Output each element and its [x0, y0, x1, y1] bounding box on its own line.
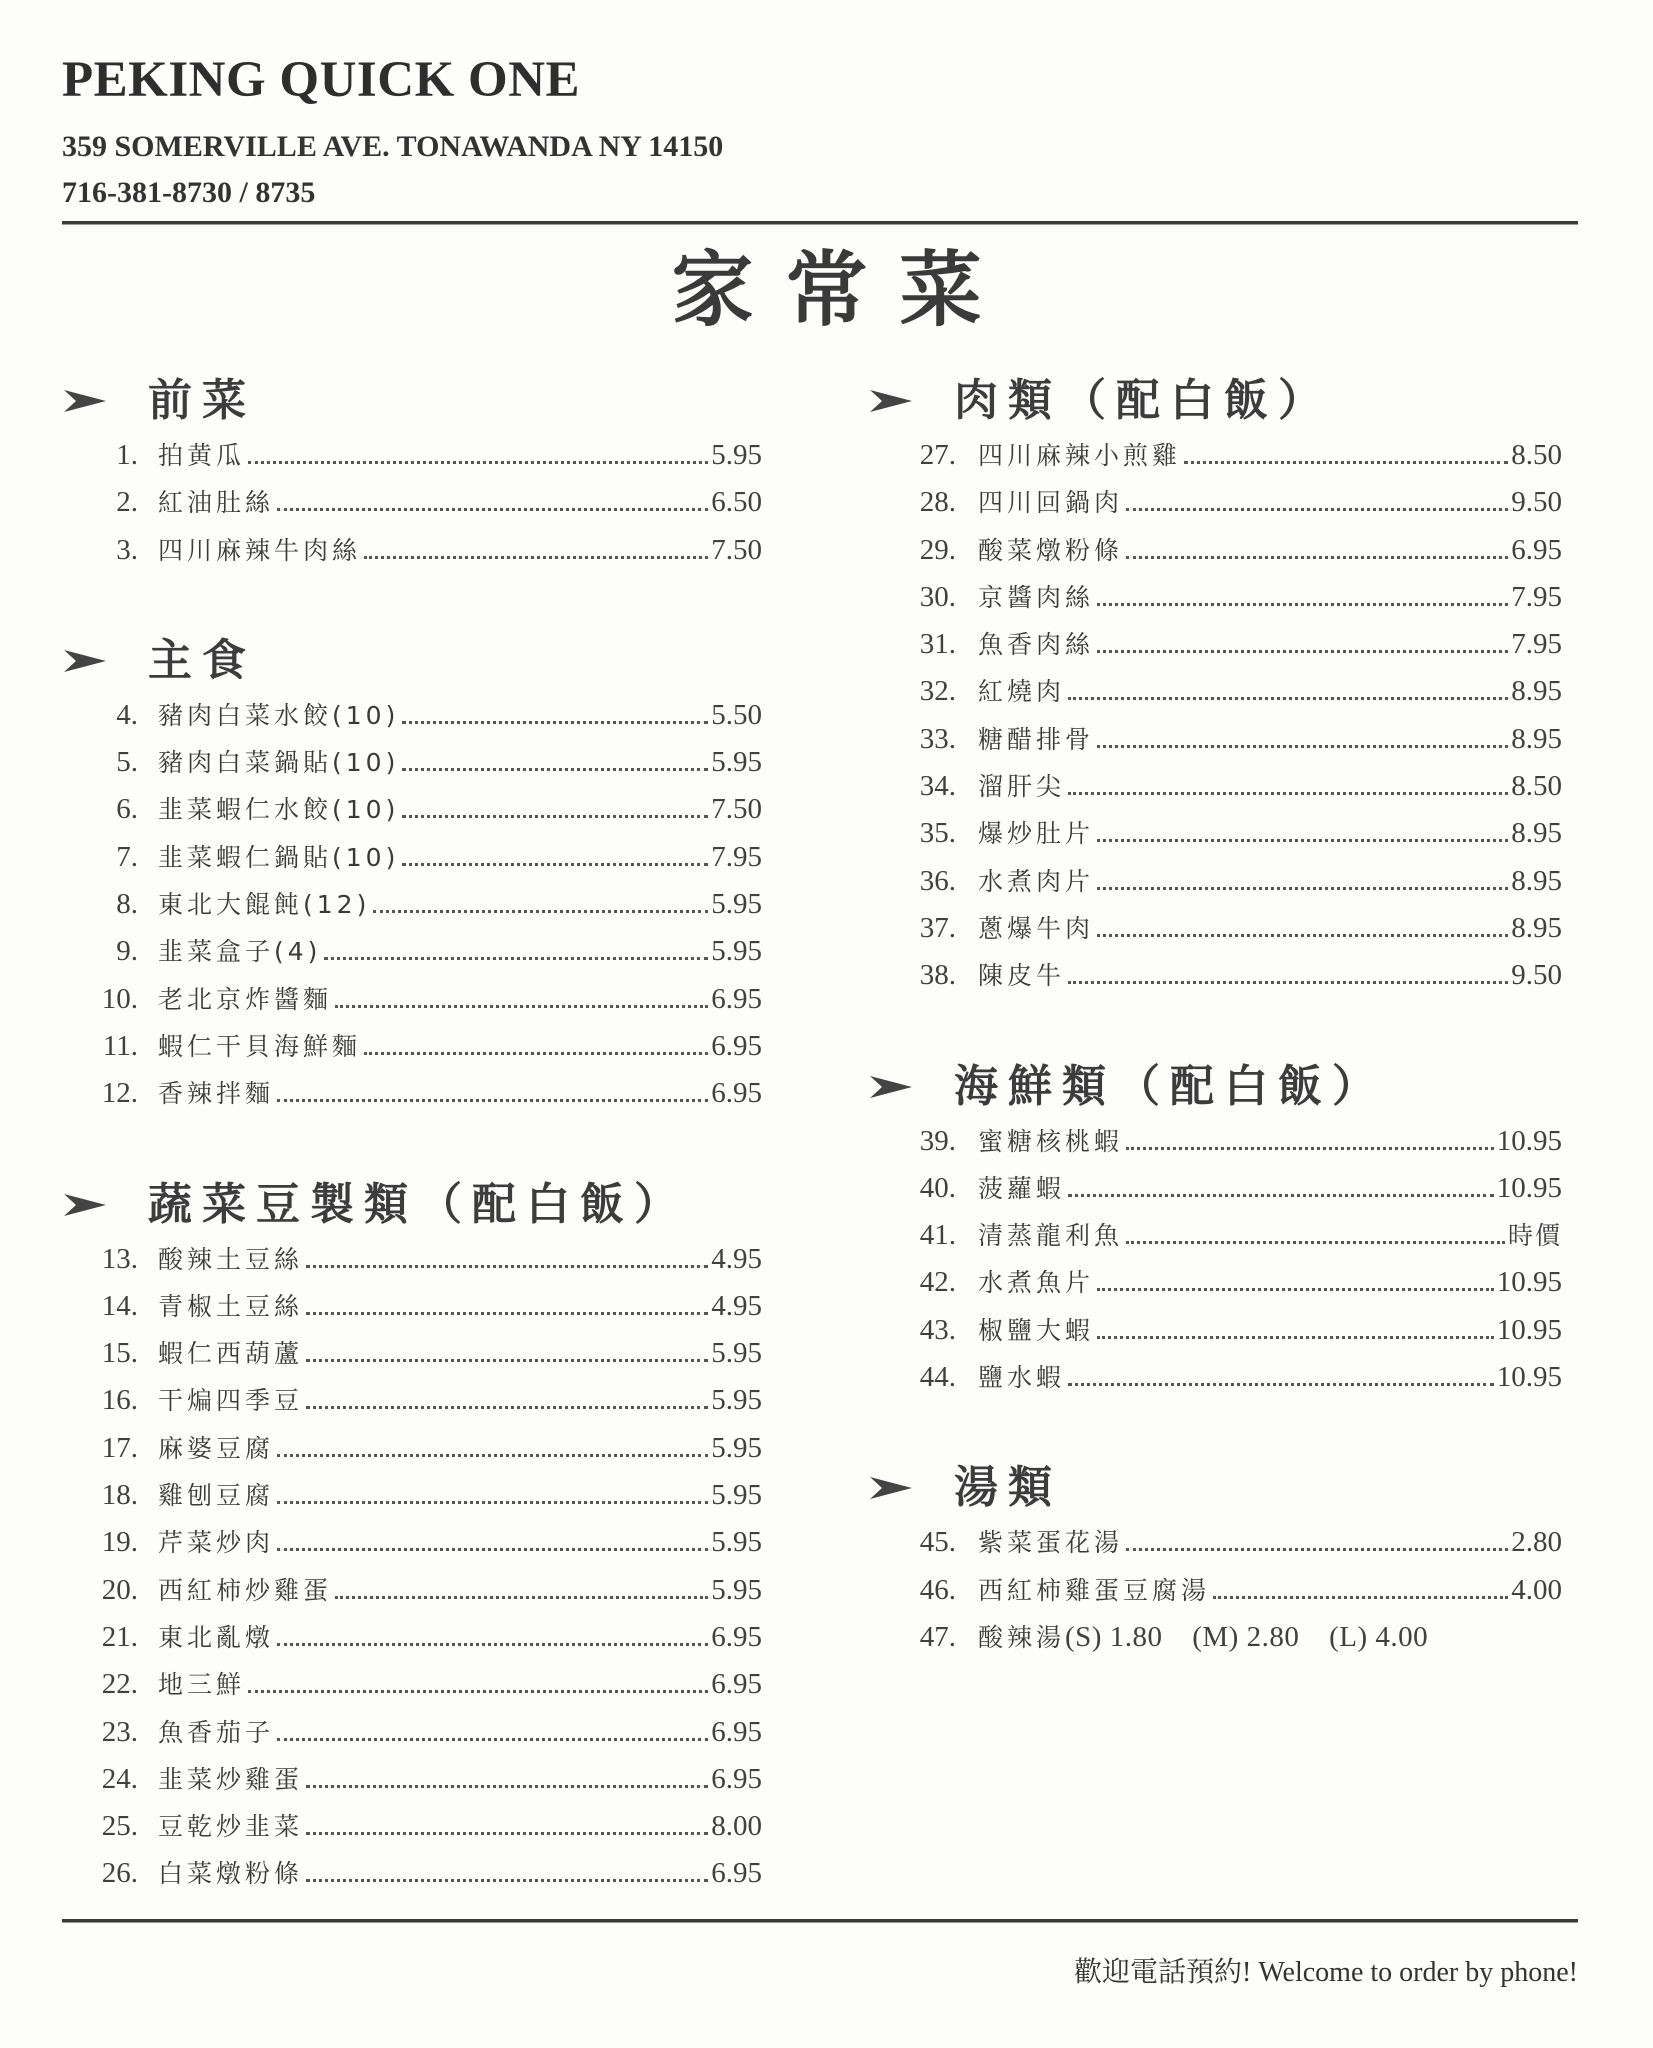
item-name: 鹽水蝦 [978, 1363, 1066, 1393]
item-price: 6.95 [711, 1715, 762, 1748]
section-seafood [868, 1056, 1578, 1406]
section-staples [62, 630, 762, 1122]
dot-leader [1097, 745, 1508, 748]
section-header [62, 630, 762, 692]
item-name: 水煮魚片 [978, 1268, 1095, 1298]
menu-item [868, 1571, 1562, 1618]
item-number: 16. [101, 1384, 138, 1417]
item-price: 5.95 [711, 935, 762, 968]
item-price: 10.95 [1496, 1266, 1562, 1299]
item-price: 10.95 [1496, 1171, 1562, 1204]
dot-leader [306, 1832, 708, 1835]
item-name: 拍黄瓜 [158, 441, 246, 470]
item-name: 豬肉白菜鍋貼(10) [158, 748, 400, 778]
section-header [62, 1174, 762, 1236]
dot-leader [306, 1312, 708, 1315]
price-small: (S) 1.80 [1065, 1620, 1163, 1653]
menu-item [62, 932, 762, 979]
item-price: 6.95 [711, 1668, 762, 1701]
item-number: 12. [101, 1077, 138, 1110]
item-number: 27. [919, 439, 956, 471]
menu-list [868, 1523, 1578, 1618]
section-title: 肉類（配白飯） [954, 375, 1332, 426]
item-price: 5.95 [711, 1431, 762, 1464]
item-name: 魚香茄子 [158, 1717, 275, 1747]
menu-item [62, 1074, 762, 1121]
item-price: 5.95 [711, 1479, 762, 1512]
item-name: 四川麻辣小煎雞 [978, 441, 1182, 470]
item-number: 40. [919, 1171, 956, 1204]
menu-item [62, 790, 762, 837]
item-name: 韭菜盒子(4) [158, 937, 322, 967]
item-number: 39. [919, 1124, 956, 1157]
left-column [62, 370, 762, 1902]
dot-leader [1126, 1241, 1505, 1244]
section-header [868, 1056, 1578, 1118]
item-name: 溜肝尖 [978, 772, 1066, 802]
item-name: 椒鹽大蝦 [978, 1315, 1095, 1345]
dot-leader [335, 1596, 708, 1599]
item-price: 2.80 [1511, 1526, 1562, 1559]
item-number: 19. [101, 1526, 138, 1559]
dot-leader [1097, 1336, 1494, 1339]
menu-item [868, 814, 1562, 861]
item-price: 5.95 [711, 1337, 762, 1370]
dot-leader [1097, 934, 1508, 937]
dot-leader [306, 1785, 708, 1788]
dot-leader [1068, 981, 1508, 984]
item-number: 26. [101, 1857, 138, 1890]
item-price: 10.95 [1496, 1313, 1562, 1346]
menu-title: 家常菜 [671, 243, 1014, 338]
dot-leader [1068, 1194, 1494, 1197]
item-price: 5.95 [711, 1573, 762, 1606]
item-number: 44. [919, 1361, 956, 1394]
item-number: 47. [919, 1620, 956, 1653]
dot-leader [277, 1643, 708, 1646]
item-number: 37. [919, 911, 956, 944]
dot-leader [364, 556, 708, 559]
item-number: 22. [101, 1668, 138, 1701]
item-name: 地三鮮 [158, 1670, 246, 1700]
section-meat [868, 370, 1578, 1004]
item-price: 8.50 [1511, 439, 1562, 471]
menu-item [62, 838, 762, 885]
item-price: 5.95 [711, 1384, 762, 1417]
item-name: 陳皮牛 [978, 961, 1066, 991]
section-title: 主食 [148, 634, 256, 686]
section-header [868, 370, 1578, 432]
item-name: 韭菜炒雞蛋 [158, 1764, 304, 1794]
arrow-bullet-icon [868, 1473, 954, 1503]
item-name: 老北京炸醬麵 [158, 984, 333, 1014]
item-price: 6.95 [1511, 533, 1562, 566]
item-price: 8.95 [1511, 911, 1562, 944]
arrow-bullet-icon [868, 386, 954, 416]
menu-item [62, 1665, 762, 1712]
menu-item [868, 767, 1562, 814]
item-price: 5.95 [711, 1526, 762, 1559]
dot-leader [402, 863, 708, 866]
item-number: 6. [116, 793, 138, 826]
item-number: 2. [116, 486, 138, 519]
item-name: 酸菜燉粉條 [978, 535, 1124, 565]
item-number: 14. [101, 1289, 138, 1322]
item-price: 4.00 [1511, 1573, 1562, 1606]
dot-leader [1097, 839, 1508, 842]
menu-list [868, 1122, 1578, 1406]
item-number: 9. [116, 935, 138, 968]
item-price: 8.95 [1511, 864, 1562, 897]
menu-item [868, 1122, 1562, 1169]
menu-item [62, 1287, 762, 1334]
menu-list [868, 436, 1578, 1004]
soup-size-prices [1065, 1621, 1428, 1654]
menu-item [62, 1523, 762, 1570]
menu-list [62, 436, 762, 578]
price-medium: (M) 2.80 [1192, 1620, 1300, 1653]
item-name: 菠蘿蝦 [978, 1173, 1066, 1203]
menu-item [868, 1169, 1562, 1216]
item-name: 蝦仁西葫蘆 [158, 1339, 304, 1369]
item-number: 15. [101, 1337, 138, 1370]
menu-item [868, 483, 1562, 530]
item-number: 4. [116, 698, 138, 731]
item-price: 10.95 [1496, 1124, 1562, 1157]
arrow-bullet-icon [62, 646, 148, 676]
item-number: 41. [919, 1219, 956, 1252]
section-title: 海鮮類（配白飯） [954, 1060, 1386, 1112]
item-price: 9.50 [1511, 959, 1562, 992]
item-number: 17. [101, 1431, 138, 1464]
dot-leader [324, 957, 708, 960]
item-name: 東北亂燉 [158, 1622, 275, 1652]
right-column [868, 370, 1578, 1665]
dot-leader [248, 1690, 708, 1693]
item-name: 蝦仁干貝海鮮麵 [158, 1031, 362, 1061]
section-header [868, 1457, 1578, 1519]
dot-leader [373, 910, 708, 913]
item-price: 9.50 [1511, 486, 1562, 519]
menu-item [868, 672, 1562, 719]
menu-item [868, 862, 1562, 909]
dot-leader [402, 768, 708, 771]
footer-note: 歡迎電話預約! Welcome to order by phone! [1074, 1957, 1578, 1988]
menu-item [868, 625, 1562, 672]
dot-leader [1184, 461, 1508, 464]
item-name: 紅燒肉 [978, 677, 1066, 707]
dot-leader [402, 815, 708, 818]
menu-item [62, 1713, 762, 1760]
menu-item [868, 909, 1562, 956]
arrow-bullet-icon [62, 1190, 148, 1220]
dot-leader [402, 721, 708, 724]
item-price: 10.95 [1496, 1361, 1562, 1394]
menu-item [868, 1523, 1562, 1570]
item-name: 蜜糖核桃蝦 [978, 1126, 1124, 1156]
item-number: 38. [919, 959, 956, 992]
item-name: 爆炒肚片 [978, 819, 1095, 849]
restaurant-name: PEKING QUICK ONE [62, 52, 581, 108]
item-name: 水煮肉片 [978, 866, 1095, 896]
item-number: 13. [101, 1242, 138, 1275]
item-number: 42. [919, 1266, 956, 1299]
arrow-bullet-icon [62, 386, 148, 416]
dot-leader [1097, 887, 1508, 890]
menu-item [868, 1263, 1562, 1310]
item-number: 3. [116, 533, 138, 566]
item-name: 雞刨豆腐 [158, 1481, 275, 1511]
dot-leader [1068, 697, 1508, 700]
item-price: 6.50 [711, 486, 762, 519]
menu-item [62, 1476, 762, 1523]
item-number: 24. [101, 1762, 138, 1795]
menu-list [62, 696, 762, 1122]
item-number: 45. [919, 1526, 956, 1559]
dot-leader [335, 1005, 708, 1008]
menu-item [868, 1311, 1562, 1358]
bottom-divider [62, 1919, 1578, 1923]
menu-item [62, 1334, 762, 1381]
dot-leader [306, 1406, 708, 1409]
item-number: 7. [116, 840, 138, 873]
item-number: 11. [102, 1029, 138, 1062]
menu-item [62, 1381, 762, 1428]
item-number: 18. [101, 1479, 138, 1512]
item-number: 28. [919, 486, 956, 519]
item-number: 20. [101, 1573, 138, 1606]
section-title: 蔬菜豆製類（配白飯） [148, 1178, 688, 1230]
dot-leader [364, 1052, 708, 1055]
item-price: 8.95 [1511, 817, 1562, 850]
dot-leader [1068, 792, 1508, 795]
item-name: 紫菜蛋花湯 [978, 1528, 1124, 1558]
dot-leader [306, 1265, 708, 1268]
item-name: 西紅柿雞蛋豆腐湯 [978, 1575, 1211, 1605]
item-price: 5.50 [711, 698, 762, 731]
dot-leader [1097, 1288, 1494, 1291]
section-vegetables-tofu [62, 1174, 762, 1902]
item-number: 32. [919, 675, 956, 708]
dot-leader [1126, 556, 1508, 559]
menu-item [62, 1618, 762, 1665]
dot-leader [277, 1454, 708, 1457]
item-number: 21. [101, 1620, 138, 1653]
item-price: 時價 [1507, 1221, 1562, 1251]
item-price: 6.95 [711, 982, 762, 1015]
item-price: 6.95 [711, 1029, 762, 1062]
menu-item [62, 1807, 762, 1854]
price-large: (L) 4.00 [1329, 1620, 1429, 1653]
dot-leader [1126, 508, 1508, 511]
item-price: 8.00 [711, 1810, 762, 1843]
item-name: 干煸四季豆 [158, 1386, 304, 1416]
item-number: 10. [101, 982, 138, 1015]
item-price: 7.95 [1511, 628, 1562, 661]
item-number: 34. [919, 770, 956, 803]
item-name: 豬肉白菜水餃(10) [158, 700, 400, 730]
menu-item [868, 436, 1562, 483]
item-number: 46. [919, 1573, 956, 1606]
menu-item [868, 1216, 1562, 1263]
dot-leader [1126, 1548, 1508, 1551]
section-soups [868, 1457, 1578, 1665]
arrow-bullet-icon [868, 1072, 954, 1102]
dot-leader [277, 1738, 708, 1741]
dot-leader [306, 1879, 708, 1882]
menu-item [62, 436, 762, 483]
item-name: 青椒土豆絲 [158, 1291, 304, 1321]
restaurant-header [62, 52, 724, 209]
section-appetizers [62, 370, 762, 578]
restaurant-address: 359 SOMERVILLE AVE. TONAWANDA NY 14150 [62, 130, 724, 163]
dot-leader [306, 1359, 708, 1362]
dot-leader [1126, 1147, 1494, 1150]
section-title: 湯類 [954, 1462, 1062, 1514]
item-price: 6.95 [711, 1620, 762, 1653]
item-price: 6.95 [711, 1762, 762, 1795]
menu-item [868, 578, 1562, 625]
item-price: 5.95 [711, 888, 762, 921]
dot-leader [277, 1548, 708, 1551]
menu-item [62, 743, 762, 790]
item-number: 31. [919, 628, 956, 661]
item-name: 香辣拌麵 [158, 1079, 275, 1109]
item-name: 糖醋排骨 [978, 724, 1095, 754]
section-header [62, 370, 762, 432]
menu-item [62, 1027, 762, 1074]
item-price: 7.95 [711, 840, 762, 873]
item-name: 清蒸龍利魚 [978, 1221, 1124, 1251]
menu-item [62, 1429, 762, 1476]
menu-item [62, 531, 762, 578]
menu-item [62, 1854, 762, 1901]
dot-leader [277, 508, 708, 511]
item-name: 豆乾炒韭菜 [158, 1812, 304, 1842]
item-number: 29. [919, 533, 956, 566]
item-number: 43. [919, 1313, 956, 1346]
item-price: 7.50 [711, 533, 762, 566]
item-name: 四川回鍋肉 [978, 488, 1124, 518]
dot-leader [248, 461, 708, 464]
item-number: 33. [919, 722, 956, 755]
item-number: 36. [919, 864, 956, 897]
item-name: 白菜燉粉條 [158, 1859, 304, 1889]
menu-item [868, 531, 1562, 578]
item-name: 酸辣湯 [978, 1622, 1066, 1652]
dot-leader [1097, 603, 1508, 606]
menu-item [62, 483, 762, 530]
item-price: 5.95 [711, 746, 762, 779]
item-number: 5. [116, 746, 138, 779]
dot-leader [277, 1099, 708, 1102]
item-price: 7.95 [1511, 580, 1562, 613]
item-number: 8. [116, 888, 138, 921]
item-name: 東北大餛飩(12) [158, 890, 371, 920]
item-price: 4.95 [711, 1242, 762, 1275]
dot-leader [1068, 1383, 1494, 1386]
menu-list [62, 1240, 762, 1902]
top-divider [62, 221, 1578, 225]
item-name: 西紅柿炒雞蛋 [158, 1575, 333, 1605]
item-name: 紅油肚絲 [158, 488, 275, 518]
restaurant-phone: 716-381-8730 / 8735 [62, 176, 316, 209]
menu-item [62, 885, 762, 932]
menu-item [62, 1760, 762, 1807]
item-price: 6.95 [711, 1077, 762, 1110]
item-price: 8.95 [1511, 722, 1562, 755]
item-price: 4.95 [711, 1289, 762, 1322]
item-price: 5.95 [711, 439, 762, 471]
item-price: 6.95 [711, 1857, 762, 1890]
menu-item [62, 696, 762, 743]
item-name: 酸辣土豆絲 [158, 1244, 304, 1274]
item-name: 蔥爆牛肉 [978, 913, 1095, 943]
menu-item [62, 1240, 762, 1287]
dot-leader [1097, 650, 1508, 653]
menu-item [868, 1358, 1562, 1405]
item-price: 8.95 [1511, 675, 1562, 708]
menu-item [62, 1571, 762, 1618]
item-number: 30. [919, 580, 956, 613]
item-name: 四川麻辣牛肉絲 [158, 535, 362, 565]
item-name: 京醬肉絲 [978, 582, 1095, 612]
item-name: 韭菜蝦仁水餃(10) [158, 795, 400, 825]
menu-item [868, 720, 1562, 767]
dot-leader [277, 1501, 708, 1504]
section-title: 前菜 [148, 375, 256, 426]
item-name: 魚香肉絲 [978, 630, 1095, 660]
menu-item [62, 980, 762, 1027]
menu-item [868, 956, 1562, 1003]
item-number: 23. [101, 1715, 138, 1748]
item-number: 35. [919, 817, 956, 850]
dot-leader [1213, 1596, 1508, 1599]
item-name: 韭菜蝦仁鍋貼(10) [158, 842, 400, 872]
item-name: 麻婆豆腐 [158, 1433, 275, 1463]
item-number: 25. [101, 1810, 138, 1843]
item-price: 8.50 [1511, 770, 1562, 803]
item-price: 7.50 [711, 793, 762, 826]
item-number: 1. [116, 439, 138, 471]
menu-item-hot-sour-soup [868, 1618, 1562, 1665]
item-name: 芹菜炒肉 [158, 1528, 275, 1558]
